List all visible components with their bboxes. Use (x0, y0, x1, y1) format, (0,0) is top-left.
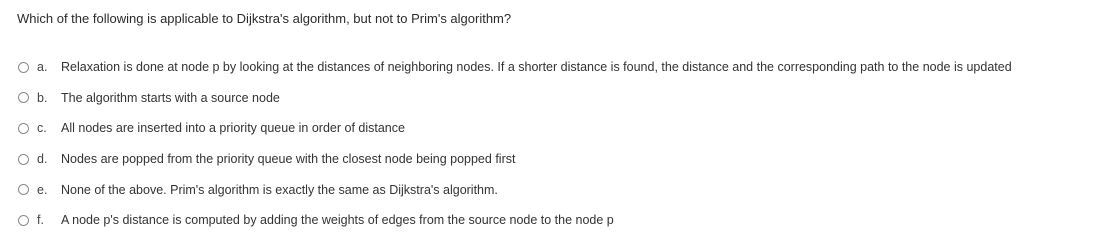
option-letter: f. (37, 213, 44, 228)
option-label[interactable]: None of the above. Prim's algorithm is exactly the same as Dijkstra's algorithm. (61, 182, 498, 197)
radio-button-c[interactable] (18, 123, 29, 134)
option-e[interactable] (18, 174, 1108, 205)
option-a[interactable] (18, 52, 1108, 83)
option-c[interactable] (18, 113, 1108, 144)
option-letter: c. (37, 121, 47, 136)
option-letter: a. (37, 60, 48, 75)
option-letter: e. (37, 182, 48, 197)
option-letter: b. (37, 90, 48, 105)
option-label[interactable]: Nodes are popped from the priority queue with the closest node being popped first (61, 152, 516, 167)
option-label[interactable]: The algorithm starts with a source node (61, 90, 280, 105)
question-text: Which of the following is applicable to Dijkstra's algorithm, but not to Prim's algorithm? (17, 11, 512, 26)
radio-button-f[interactable] (18, 215, 29, 226)
option-f[interactable] (18, 205, 1108, 236)
option-d[interactable] (18, 144, 1108, 175)
radio-button-b[interactable] (18, 92, 29, 103)
option-label[interactable]: Relaxation is done at node p by looking at the distances of neighboring nodes. If a shorter distance is found, the distance and the corresponding path to the node is updated (61, 60, 1012, 75)
radio-button-d[interactable] (18, 154, 29, 165)
option-label[interactable]: A node p's distance is computed by adding the weights of edges from the source node to the node p (61, 213, 614, 228)
option-letter: d. (37, 152, 48, 167)
radio-button-a[interactable] (18, 62, 29, 73)
option-label[interactable]: All nodes are inserted into a priority queue in order of distance (61, 121, 405, 136)
radio-button-e[interactable] (18, 184, 29, 195)
option-b[interactable] (18, 83, 1108, 114)
answer-options (18, 52, 1108, 236)
